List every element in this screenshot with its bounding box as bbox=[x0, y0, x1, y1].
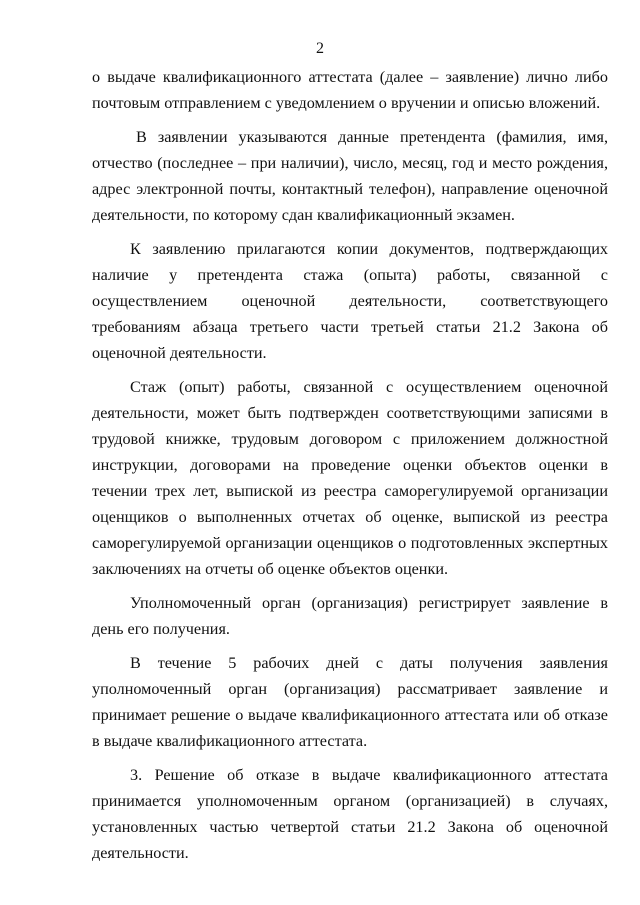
paragraph-refusal-decision: 3. Решение об отказе в выдаче квалификационного аттестата принимается уполномоченным органом (организацией) в случаях, установленных частью четвертой статьи 21.2 Закона об оценочной деятельности. bbox=[92, 766, 608, 862]
paragraph-attached-documents: К заявлению прилагаются копии документов, подтверждающих наличие у претендента стажа (опыта) работы, связанной с осуществлением оценочной деятельности, соответствующего требованиям абзаца третьего части третьей статьи 21.2 Закона об оценочной деятельности. bbox=[92, 240, 608, 362]
paragraph-registration: Уполномоченный орган (организация) регистрирует заявление в день его получения. bbox=[92, 594, 608, 638]
document-body bbox=[92, 64, 608, 866]
paragraph-continuation: о выдаче квалификационного аттестата (далее – заявление) лично либо почтовым отправлением с уведомлением о вручении и описью вложений. bbox=[92, 68, 608, 112]
paragraph-review-period: В течение 5 рабочих дней с даты получения заявления уполномоченный орган (организация) рассматривает заявление и принимает решение о выдаче квалификационного аттестата или об отказе в выдаче квалификационного аттестата. bbox=[92, 654, 608, 750]
page-number: 2 bbox=[316, 40, 324, 57]
paragraph-application-contents: В заявлении указываются данные претендента (фамилия, имя, отчество (последнее – при наличии), число, месяц, год и место рождения, адрес электронной почты, контактный телефон), направление оценочной деятельности, по которому сдан квалификационный экзамен. bbox=[92, 128, 608, 224]
paragraph-experience-confirmation: Стаж (опыт) работы, связанной с осуществлением оценочной деятельности, может быть подтвержден соответствующими записями в трудовой книжке, трудовым договором с приложением должностной инструкции, договорами на проведение оценки объектов оценки в течении трех лет, выпиской из реестра саморегулируемой организации оценщиков о выполненных отчетах об оценке, выпиской из реестра саморегулируемой организации оценщиков о подготовленных экспертных заключениях на отчеты об оценке объектов оценки. bbox=[92, 378, 608, 578]
